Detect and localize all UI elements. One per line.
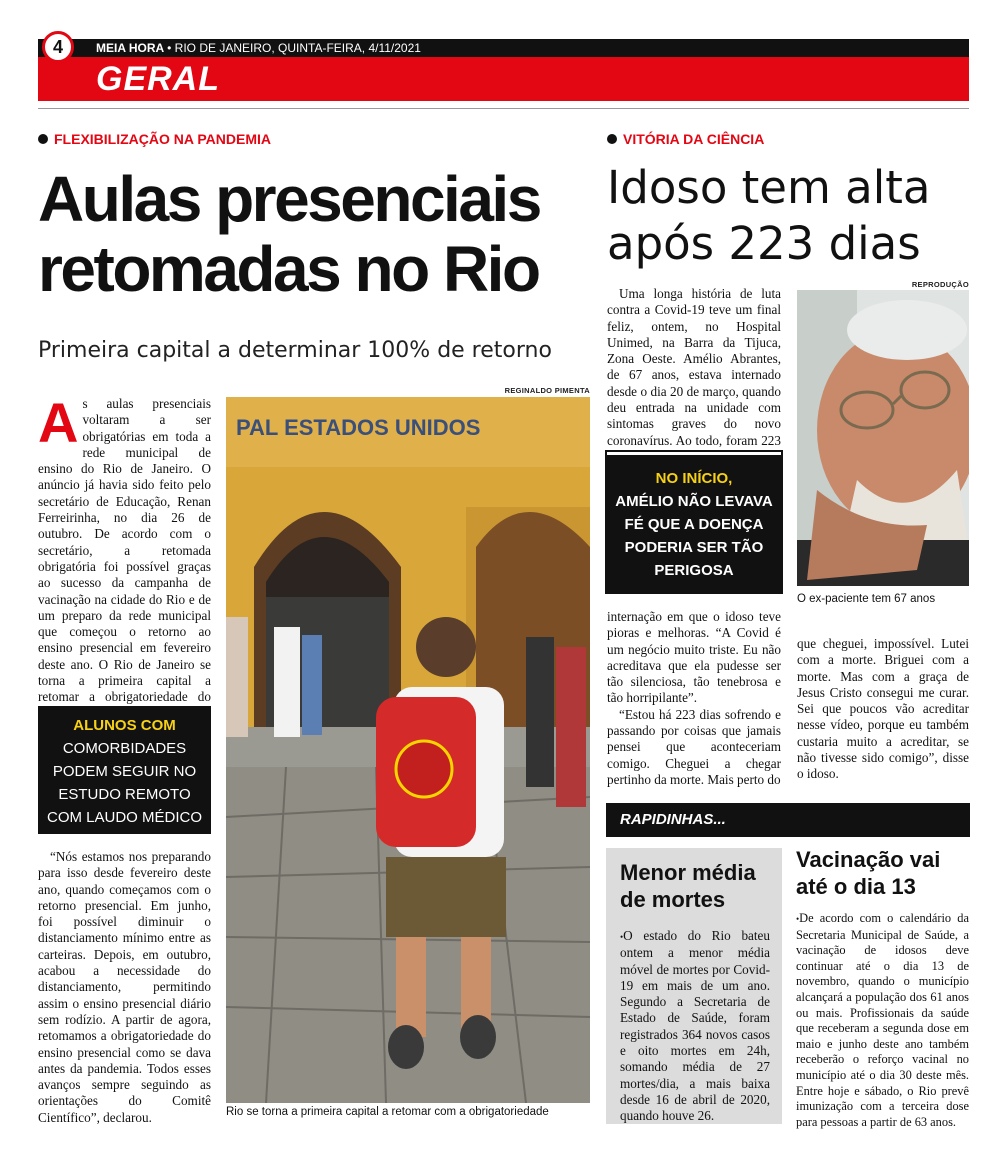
school-sign: PAL ESTADOS UNIDOS xyxy=(236,415,481,440)
callout2-line5: PERIGOSA xyxy=(654,562,734,579)
story2-headline-line2: após 223 dias xyxy=(607,217,921,270)
story2-paragraph1: Uma longa história de luta contra a Covid-19 teve um final feliz, ontem, no Hospital Unimed, na Barra da Tijuca, Zona Oeste. Amélio Abrantes, de 67 anos, estava internado desde o dia 20 de março, quando deu entrada na unidade com sintomas graves do novo coronavírus. Ao todo, foram 223 xyxy=(607,286,781,448)
story2-paragraph2: internação em que o idoso teve pioras e melhoras. “A Covid é um negócio muito triste. Eu não acreditava que ela pudesse ser tão silenciosa, tão tenebrosa e tão horripilante”. xyxy=(607,609,781,706)
story1-headline xyxy=(38,164,598,304)
story2-kicker xyxy=(607,131,764,147)
item2-bullet: • xyxy=(796,914,800,924)
item2-title-line1: Vacinação vai xyxy=(796,847,941,872)
callout1-line2: COMORBIDADES xyxy=(62,740,187,757)
story1-paragraph2: “Nós estamos nos preparando para isso desde fevereiro deste ano, quando começamos com o retorno presencial. Em junho, foi possível diminuir o distanciamento mínimo entre as carteiras. Depois, em outubro, acabou a necessidade do distanciamento, permitindo assim o ensino presencial diário sem rodízio. A partir de agora, retomamos a obrigatoriedade do ensino presencial como se dava antes da pandemia. Todos esses avanços sempre seguindo as orientações do Comitê Científico”, declarou. xyxy=(38,849,211,1125)
story2-headline-line1: Idoso tem alta xyxy=(607,161,931,214)
story1-body-part1 xyxy=(38,391,211,722)
story2-body-part3 xyxy=(797,636,969,783)
story2-headline xyxy=(607,160,977,272)
patient-photo xyxy=(797,290,969,586)
item1-title-line2: de mortes xyxy=(620,887,726,912)
story2-body-part1 xyxy=(607,286,781,465)
story1-body-part2 xyxy=(38,849,211,1126)
callout2-line2: AMÉLIO NÃO LEVAVA xyxy=(615,493,773,510)
rapidinhas-item1-title xyxy=(620,859,780,913)
section-title: GERAL xyxy=(96,60,220,98)
rapidinhas-label: RAPIDINHAS... xyxy=(620,811,726,828)
item1-text: O estado do Rio bateu ontem a menor média móvel de mortes por Covid-19 em mais de um ano. Segundo a Secretaria de Estado de Saúde, foram registrados 364 novos casos e oito mortes em 24h, somando média de 27 mortes/dia, a mais baixa desde 16 de abril de 2020, quando houve 26. xyxy=(620,928,770,1124)
photo2-credit: REPRODUÇÃO xyxy=(911,280,969,289)
callout2-line1: NO INÍCIO, xyxy=(655,470,733,487)
callout2-line4: PODERIA SER TÃO xyxy=(624,539,764,556)
page-number: 4 xyxy=(42,31,74,63)
callout1-line4: ESTUDO REMOTO xyxy=(58,786,191,803)
dropcap: A xyxy=(38,391,79,454)
school-photo-illustration xyxy=(226,397,590,1103)
bullet-dot-icon xyxy=(607,134,617,144)
story2-kicker-text: VITÓRIA DA CIÊNCIA xyxy=(623,131,765,147)
story2-callout xyxy=(607,452,781,592)
rapidinhas-item2-title xyxy=(796,846,972,900)
date-text: • RIO DE JANEIRO, QUINTA-FEIRA, 4/11/2021 xyxy=(167,41,421,55)
photo1-credit: REGINALDO PIMENTA xyxy=(504,386,590,395)
header-rule xyxy=(38,108,969,109)
callout2-line3: FÉ QUE A DOENÇA xyxy=(624,516,764,533)
bullet-dot-icon xyxy=(38,134,48,144)
item1-bullet: • xyxy=(620,932,624,942)
school-photo xyxy=(226,397,590,1103)
patient-photo-illustration xyxy=(797,290,969,586)
item1-title-line1: Menor média xyxy=(620,860,756,885)
story1-paragraph1: s aulas presenciais voltaram a ser obrigatórias em toda a rede municipal de ensino do Rio de Janeiro. O anúncio já havia sido feito pelo secretário de Educação, Renan Ferreirinha, no dia 26 de outubro. De acordo com o secretário, a retomada obrigatória foi possível graças ao sucesso da campanha de vacinação na cidade do Rio e de um preparo da rede municipal que começou o retorno ao ensino presencial em fevereiro deste ano. O Rio de Janeiro se torna a primeira capital a retomar a obrigatoriedade do xyxy=(38,396,211,705)
dateline xyxy=(96,40,421,56)
story1-callout xyxy=(38,706,211,834)
story2-body-part2 xyxy=(607,609,781,788)
story1-subhead: Primeira capital a determinar 100% de retorno xyxy=(38,338,552,363)
callout1-line5: COM LAUDO MÉDICO xyxy=(46,809,202,826)
item2-title-line2: até o dia 13 xyxy=(796,874,916,899)
story1-kicker-text: FLEXIBILIZAÇÃO NA PANDEMIA xyxy=(54,131,271,147)
photo2-caption: O ex-paciente tem 67 anos xyxy=(797,593,936,605)
rapidinhas-item2-body xyxy=(796,911,969,1130)
photo1-caption: Rio se torna a primeira capital a retomar com a obrigatoriedade xyxy=(226,1106,549,1118)
callout1-line1: ALUNOS COM xyxy=(73,717,176,734)
item2-text: De acordo com o calendário da Secretaria Municipal de Saúde, a vacinação de idosos deve continuar até o dia 13 de novembro, quando o município alcançará a população dos 61 anos ou mais. Profissionais da saúde que receberam a segunda dose em maio e junho deste ano também receberão o reforço vacinal no município até o dia 30 deste mês. Entre hoje e sábado, o Rio prevê imunização com a terceira dose para pessoas a partir de 63 anos. xyxy=(796,911,969,1129)
story1-kicker xyxy=(38,131,271,147)
story2-paragraph3: “Estou há 223 dias sofrendo e passando por coisas que jamais pensei que aconteceriam comigo. Cheguei a chegar pertinho da morte. Mais perto do xyxy=(607,706,781,787)
story2-paragraph4: que cheguei, impossível. Lutei com a morte. Briguei com a morte. Mas com a graça de Jesus Cristo consegui me curar. Sei que poucos vão acreditar nesse vídeo, porque eu também custaria muito a acreditar, se não tivesse sido comigo”, disse o idoso. xyxy=(797,636,969,782)
publication-name: MEIA HORA xyxy=(96,41,164,55)
callout1-line3: PODEM SEGUIR NO xyxy=(52,763,197,780)
story1-headline-line1: Aulas presenciais xyxy=(38,163,540,235)
story1-headline-line2: retomadas no Rio xyxy=(38,233,539,305)
rapidinhas-item1-body xyxy=(620,928,770,1125)
